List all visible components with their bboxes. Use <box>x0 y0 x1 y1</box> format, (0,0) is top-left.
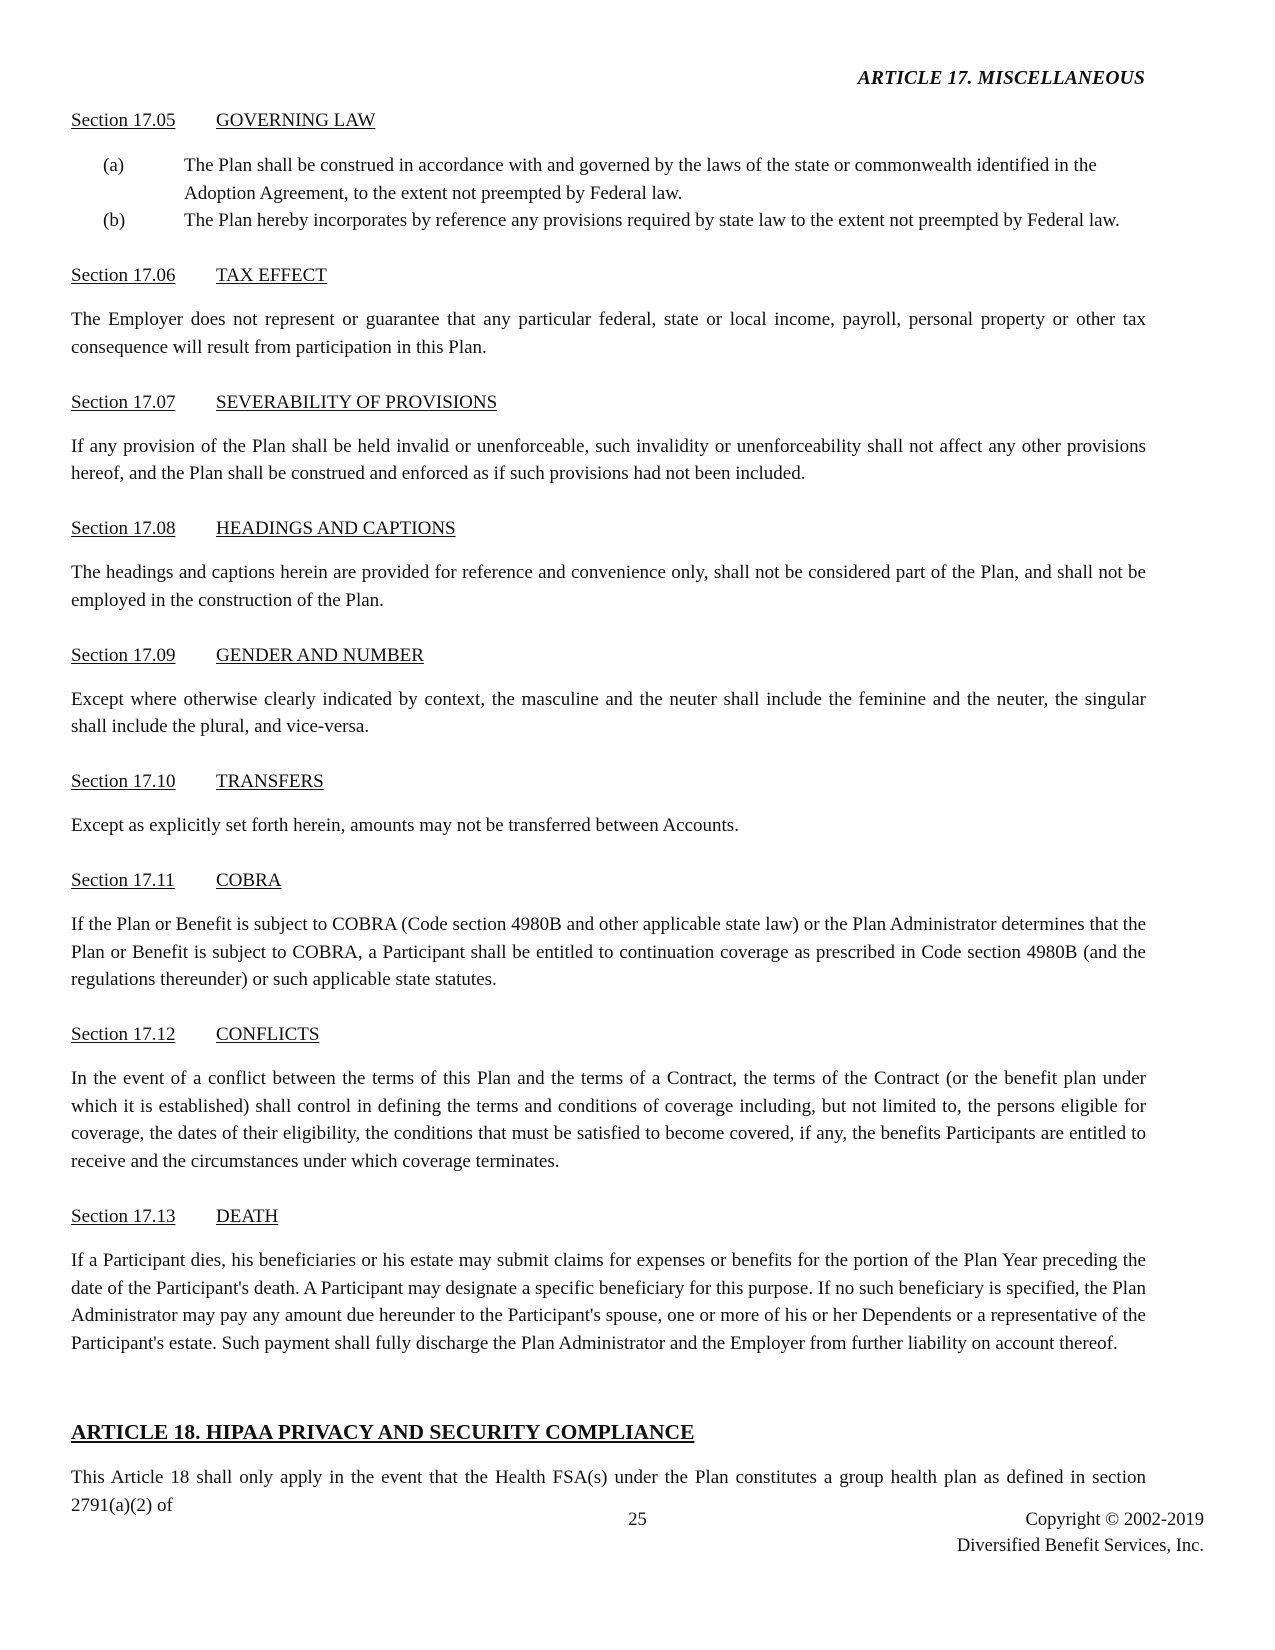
section-heading-17-07 <box>71 392 1146 414</box>
section-number: Section 17.10 <box>71 771 176 793</box>
section-number: Section 17.08 <box>71 518 176 540</box>
section-heading-17-08 <box>71 518 1146 540</box>
list-item <box>103 207 1146 235</box>
section-title: SEVERABILITY OF PROVISIONS <box>216 391 498 413</box>
copyright-line-2: Diversified Benefit Services, Inc. <box>956 1535 1204 1556</box>
section-heading-17-06 <box>71 265 1146 287</box>
copyright-block <box>957 1508 1204 1559</box>
section-paragraph: Except as explicitly set forth herein, amounts may not be transferred between Accounts. <box>71 815 739 837</box>
article-heading-text: ARTICLE 18. HIPAA PRIVACY AND SECURITY COMPLIANCE <box>71 1419 695 1444</box>
article-intro-paragraph: This Article 18 shall only apply in the event that the Health FSA(s) under the Plan constitutes a group health plan as defined in section 2791(a)(2) of <box>71 1466 1146 1516</box>
section-title: GENDER AND NUMBER <box>216 644 424 666</box>
running-header-title: ARTICLE 17. MISCELLANEOUS <box>857 68 1145 89</box>
section-paragraph: In the event of a conflict between the terms of this Plan and the terms of a Contract, the terms of the Contract (or the benefit plan under which it is established) shall control in defining the terms and conditions of coverage including, but not limited to, the persons eligible for coverage, the dates of their eligibility, the conditions that must be satisfied to become covered, if any, the benefits Participants are entitled to receive and the circumstances under which coverage terminates. <box>71 1068 1146 1173</box>
page-footer <box>71 1508 1204 1560</box>
section-paragraph: Except where otherwise clearly indicated by context, the masculine and the neuter shall include the feminine and the neuter, the singular shall include the plural, and vice-versa. <box>71 688 1146 738</box>
section-title: TAX EFFECT <box>216 265 327 287</box>
section-heading-17-09 <box>71 645 1146 667</box>
section-number: Section 17.09 <box>71 644 176 666</box>
list-marker: (b) <box>103 210 126 232</box>
lettered-list-17-05 <box>71 152 1146 235</box>
section-heading-17-05 <box>71 110 1146 132</box>
section-heading-17-11 <box>71 870 1146 892</box>
section-title: TRANSFERS <box>216 771 324 793</box>
section-number: Section 17.06 <box>71 265 176 287</box>
section-title: DEATH <box>216 1205 279 1227</box>
section-title: GOVERNING LAW <box>216 110 376 131</box>
section-title: CONFLICTS <box>216 1024 320 1046</box>
page-number: 25 <box>628 1510 647 1530</box>
section-title: HEADINGS AND CAPTIONS <box>216 518 456 540</box>
list-item-text: The Plan shall be construed in accordance with and governed by the laws of the state or commonwealth identified in the Adoption Agreement, to the extent not preempted by Federal law. <box>184 155 1097 204</box>
section-heading-17-12 <box>71 1024 1146 1046</box>
section-number: Section 17.12 <box>71 1024 176 1046</box>
section-number: Section 17.07 <box>71 391 176 413</box>
article-heading <box>71 1420 1146 1445</box>
list-item-text: The Plan hereby incorporates by reference any provisions required by state law to the extent not preempted by Federal law. <box>184 210 1120 232</box>
section-number: Section 17.13 <box>71 1205 176 1227</box>
section-heading-17-10 <box>71 771 1146 793</box>
section-title: COBRA <box>216 869 282 891</box>
section-paragraph: If the Plan or Benefit is subject to COBRA (Code section 4980B and other applicable state law) or the Plan Administrator determines that the Plan or Benefit is subject to COBRA, a Participant shall be entitled to continuation coverage as prescribed in Code section 4980B (and the regulations thereunder) or such applicable state statutes. <box>71 913 1146 991</box>
section-paragraph: If any provision of the Plan shall be held invalid or unenforceable, such invalidity or unenforceability shall not affect any other provisions hereof, and the Plan shall be construed and enforced as if such provisions had not been included. <box>71 435 1146 485</box>
section-paragraph: If a Participant dies, his beneficiaries or his estate may submit claims for expenses or benefits for the portion of the Plan Year preceding the date of the Participant's death. A Participant may designate a specific beneficiary for this purpose. If no such beneficiary is specified, the Plan Administrator may pay any amount due hereunder to the Participant's spouse, one or more of his or her Dependents or a representative of the Participant's estate. Such payment shall fully discharge the Plan Administrator and the Employer from further liability on account thereof. <box>71 1249 1146 1355</box>
section-number: Section 17.05 <box>71 110 176 131</box>
running-header <box>71 68 1145 90</box>
copyright-line-1: Copyright © 2002-2019 <box>1025 1510 1204 1530</box>
section-paragraph: The Employer does not represent or guarantee that any particular federal, state or local income, payroll, personal property or other tax consequence will result from participation in this Plan. <box>71 309 1146 358</box>
list-item <box>103 152 1146 207</box>
document-body <box>71 110 1146 1519</box>
section-paragraph: The headings and captions herein are provided for reference and convenience only, shall not be considered part of the Plan, and shall not be employed in the construction of the Plan. <box>71 562 1146 611</box>
section-number: Section 17.11 <box>71 869 175 891</box>
section-heading-17-13 <box>71 1206 1146 1228</box>
list-marker: (a) <box>103 155 125 176</box>
